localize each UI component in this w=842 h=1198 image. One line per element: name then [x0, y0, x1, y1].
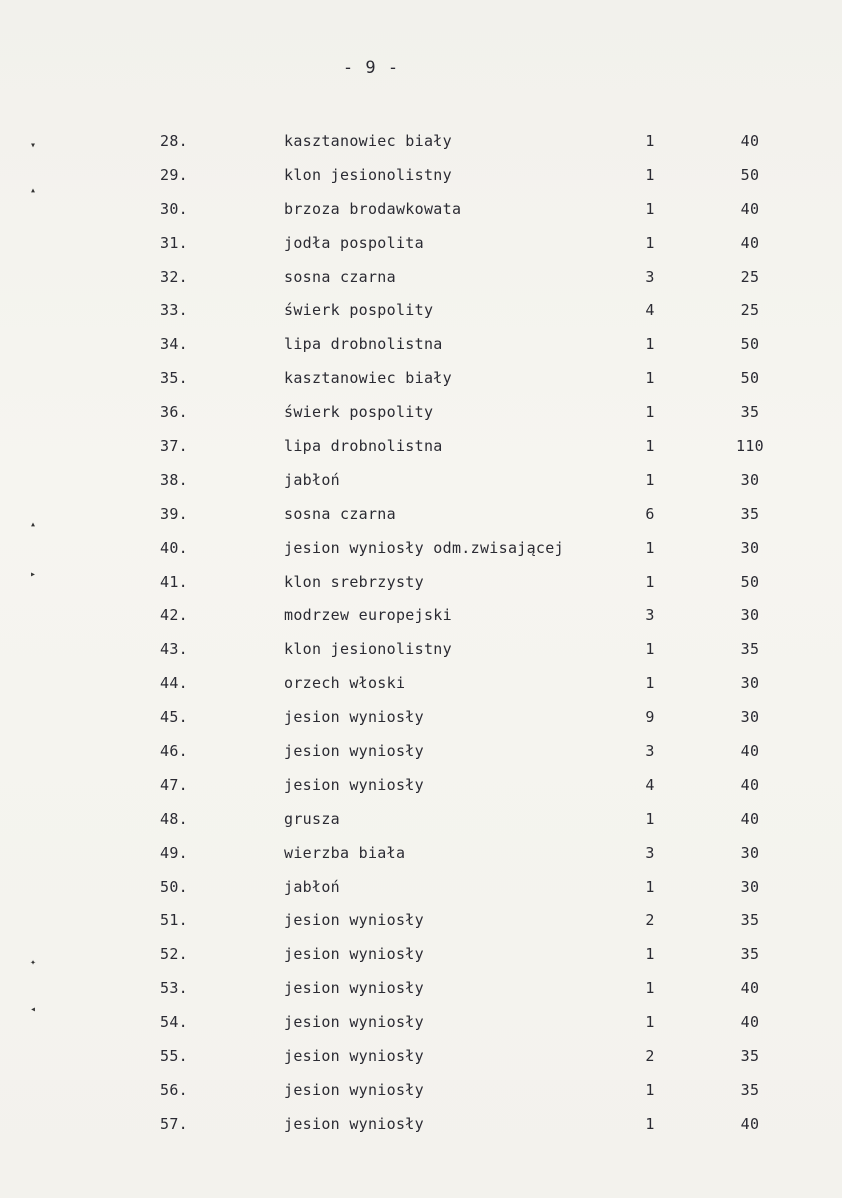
list-item — [0, 971, 842, 1005]
margin-mark: ▸ — [30, 569, 37, 580]
row-number: 40. — [160, 538, 188, 557]
row-number: 49. — [160, 843, 188, 862]
size-value: 30 — [740, 708, 760, 727]
species-name: jesion wyniosły — [284, 1080, 424, 1099]
list-item — [0, 497, 842, 531]
quantity: 1 — [645, 1013, 655, 1032]
species-name: sosna czarna — [284, 267, 396, 286]
size-value: 40 — [740, 1114, 760, 1133]
quantity: 1 — [645, 640, 655, 659]
species-name: lipa drobnolistna — [284, 335, 443, 354]
list-item — [0, 327, 842, 361]
quantity: 1 — [645, 979, 655, 998]
species-name: jesion wyniosły — [284, 1013, 424, 1032]
species-name: jesion wyniosły — [284, 708, 424, 727]
species-name: orzech włoski — [284, 674, 406, 693]
list-item — [0, 1073, 842, 1107]
quantity: 6 — [645, 504, 655, 523]
tree-list — [0, 124, 842, 1141]
species-name: brzoza brodawkowata — [284, 199, 462, 218]
size-value: 40 — [740, 1013, 760, 1032]
species-name: jesion wyniosły — [284, 979, 424, 998]
row-number: 29. — [160, 165, 188, 184]
list-item — [0, 1039, 842, 1073]
quantity: 1 — [645, 199, 655, 218]
list-item — [0, 836, 842, 870]
quantity: 1 — [645, 538, 655, 557]
size-value: 40 — [740, 132, 760, 150]
species-name: jesion wyniosły — [284, 911, 424, 930]
species-name: jesion wyniosły — [284, 775, 424, 794]
species-name: jesion wyniosły — [284, 1114, 424, 1133]
species-name: jesion wyniosły odm.zwisającej — [284, 538, 564, 557]
size-value: 40 — [740, 809, 760, 828]
list-item — [0, 531, 842, 565]
size-value: 30 — [740, 606, 760, 625]
species-name: wierzba biała — [284, 843, 406, 862]
row-number: 55. — [160, 1047, 188, 1066]
row-number: 46. — [160, 742, 188, 761]
list-item — [0, 802, 842, 836]
size-value: 25 — [740, 267, 760, 286]
quantity: 1 — [645, 1114, 655, 1133]
size-value: 50 — [740, 369, 760, 388]
quantity: 3 — [645, 606, 655, 625]
species-name: kasztanowiec biały — [284, 132, 452, 150]
list-item — [0, 395, 842, 429]
size-value: 40 — [740, 775, 760, 794]
species-name: modrzew europejski — [284, 606, 452, 625]
species-name: klon jesionolistny — [284, 640, 452, 659]
list-item — [0, 293, 842, 327]
margin-mark: ◂ — [30, 1004, 37, 1015]
quantity: 1 — [645, 132, 655, 150]
row-number: 34. — [160, 335, 188, 354]
list-item — [0, 734, 842, 768]
size-value: 50 — [740, 335, 760, 354]
list-item — [0, 192, 842, 226]
quantity: 1 — [645, 335, 655, 354]
row-number: 32. — [160, 267, 188, 286]
species-name: świerk pospolity — [284, 403, 434, 422]
size-value: 40 — [740, 199, 760, 218]
quantity: 1 — [645, 165, 655, 184]
list-item — [0, 429, 842, 463]
size-value: 35 — [740, 640, 760, 659]
size-value: 110 — [736, 437, 764, 456]
list-item — [0, 870, 842, 904]
size-value: 35 — [740, 945, 760, 964]
size-value: 25 — [740, 301, 760, 320]
list-item — [0, 598, 842, 632]
row-number: 50. — [160, 877, 188, 896]
list-item — [0, 565, 842, 599]
size-value: 35 — [740, 1080, 760, 1099]
species-name: klon srebrzysty — [284, 572, 424, 591]
row-number: 52. — [160, 945, 188, 964]
quantity: 1 — [645, 572, 655, 591]
quantity: 1 — [645, 674, 655, 693]
species-name: lipa drobnolistna — [284, 437, 443, 456]
margin-mark: ▴ — [30, 185, 37, 196]
species-name: jesion wyniosły — [284, 945, 424, 964]
species-name: jodła pospolita — [284, 233, 424, 252]
quantity: 9 — [645, 708, 655, 727]
size-value: 30 — [740, 674, 760, 693]
size-value: 30 — [740, 877, 760, 896]
size-value: 35 — [740, 1047, 760, 1066]
size-value: 40 — [740, 233, 760, 252]
size-value: 35 — [740, 911, 760, 930]
species-name: jesion wyniosły — [284, 742, 424, 761]
quantity: 4 — [645, 775, 655, 794]
species-name: jabłoń — [284, 470, 340, 489]
row-number: 31. — [160, 233, 188, 252]
quantity: 3 — [645, 267, 655, 286]
size-value: 40 — [740, 742, 760, 761]
size-value: 50 — [740, 572, 760, 591]
row-number: 39. — [160, 504, 188, 523]
size-value: 50 — [740, 165, 760, 184]
row-number: 35. — [160, 369, 188, 388]
row-number: 43. — [160, 640, 188, 659]
quantity: 3 — [645, 843, 655, 862]
species-name: kasztanowiec biały — [284, 369, 452, 388]
margin-mark: ▴ — [30, 519, 37, 530]
quantity: 1 — [645, 470, 655, 489]
quantity: 1 — [645, 809, 655, 828]
row-number: 42. — [160, 606, 188, 625]
list-item — [0, 124, 842, 158]
species-name: świerk pospolity — [284, 301, 434, 320]
list-item — [0, 937, 842, 971]
row-number: 28. — [160, 132, 188, 150]
page-number: - 9 - — [342, 58, 400, 78]
row-number: 51. — [160, 911, 188, 930]
quantity: 1 — [645, 945, 655, 964]
quantity: 1 — [645, 369, 655, 388]
list-item — [0, 666, 842, 700]
size-value: 40 — [740, 979, 760, 998]
list-item — [0, 260, 842, 294]
quantity: 2 — [645, 911, 655, 930]
list-item — [0, 1005, 842, 1039]
species-name: klon jesionolistny — [284, 165, 452, 184]
species-name: jesion wyniosły — [284, 1047, 424, 1066]
size-value: 35 — [740, 504, 760, 523]
quantity: 1 — [645, 233, 655, 252]
quantity: 1 — [645, 403, 655, 422]
quantity: 4 — [645, 301, 655, 320]
row-number: 48. — [160, 809, 188, 828]
row-number: 57. — [160, 1114, 188, 1133]
row-number: 41. — [160, 572, 188, 591]
row-number: 56. — [160, 1080, 188, 1099]
row-number: 37. — [160, 437, 188, 456]
list-item — [0, 768, 842, 802]
row-number: 38. — [160, 470, 188, 489]
margin-mark: ✦ — [30, 957, 37, 968]
row-number: 36. — [160, 403, 188, 422]
size-value: 30 — [740, 843, 760, 862]
row-number: 44. — [160, 674, 188, 693]
row-number: 54. — [160, 1013, 188, 1032]
list-item — [0, 700, 842, 734]
row-number: 47. — [160, 775, 188, 794]
list-item — [0, 226, 842, 260]
species-name: jabłoń — [284, 877, 340, 896]
row-number: 30. — [160, 199, 188, 218]
size-value: 35 — [740, 403, 760, 422]
size-value: 30 — [740, 538, 760, 557]
list-item — [0, 903, 842, 937]
row-number: 45. — [160, 708, 188, 727]
list-item — [0, 463, 842, 497]
list-item — [0, 1107, 842, 1141]
list-item — [0, 632, 842, 666]
list-item — [0, 361, 842, 395]
quantity: 3 — [645, 742, 655, 761]
quantity: 2 — [645, 1047, 655, 1066]
margin-mark: ▾ — [30, 140, 37, 151]
quantity: 1 — [645, 877, 655, 896]
quantity: 1 — [645, 437, 655, 456]
size-value: 30 — [740, 470, 760, 489]
row-number: 33. — [160, 301, 188, 320]
species-name: grusza — [284, 809, 340, 828]
row-number: 53. — [160, 979, 188, 998]
species-name: sosna czarna — [284, 504, 396, 523]
list-item — [0, 158, 842, 196]
quantity: 1 — [645, 1080, 655, 1099]
